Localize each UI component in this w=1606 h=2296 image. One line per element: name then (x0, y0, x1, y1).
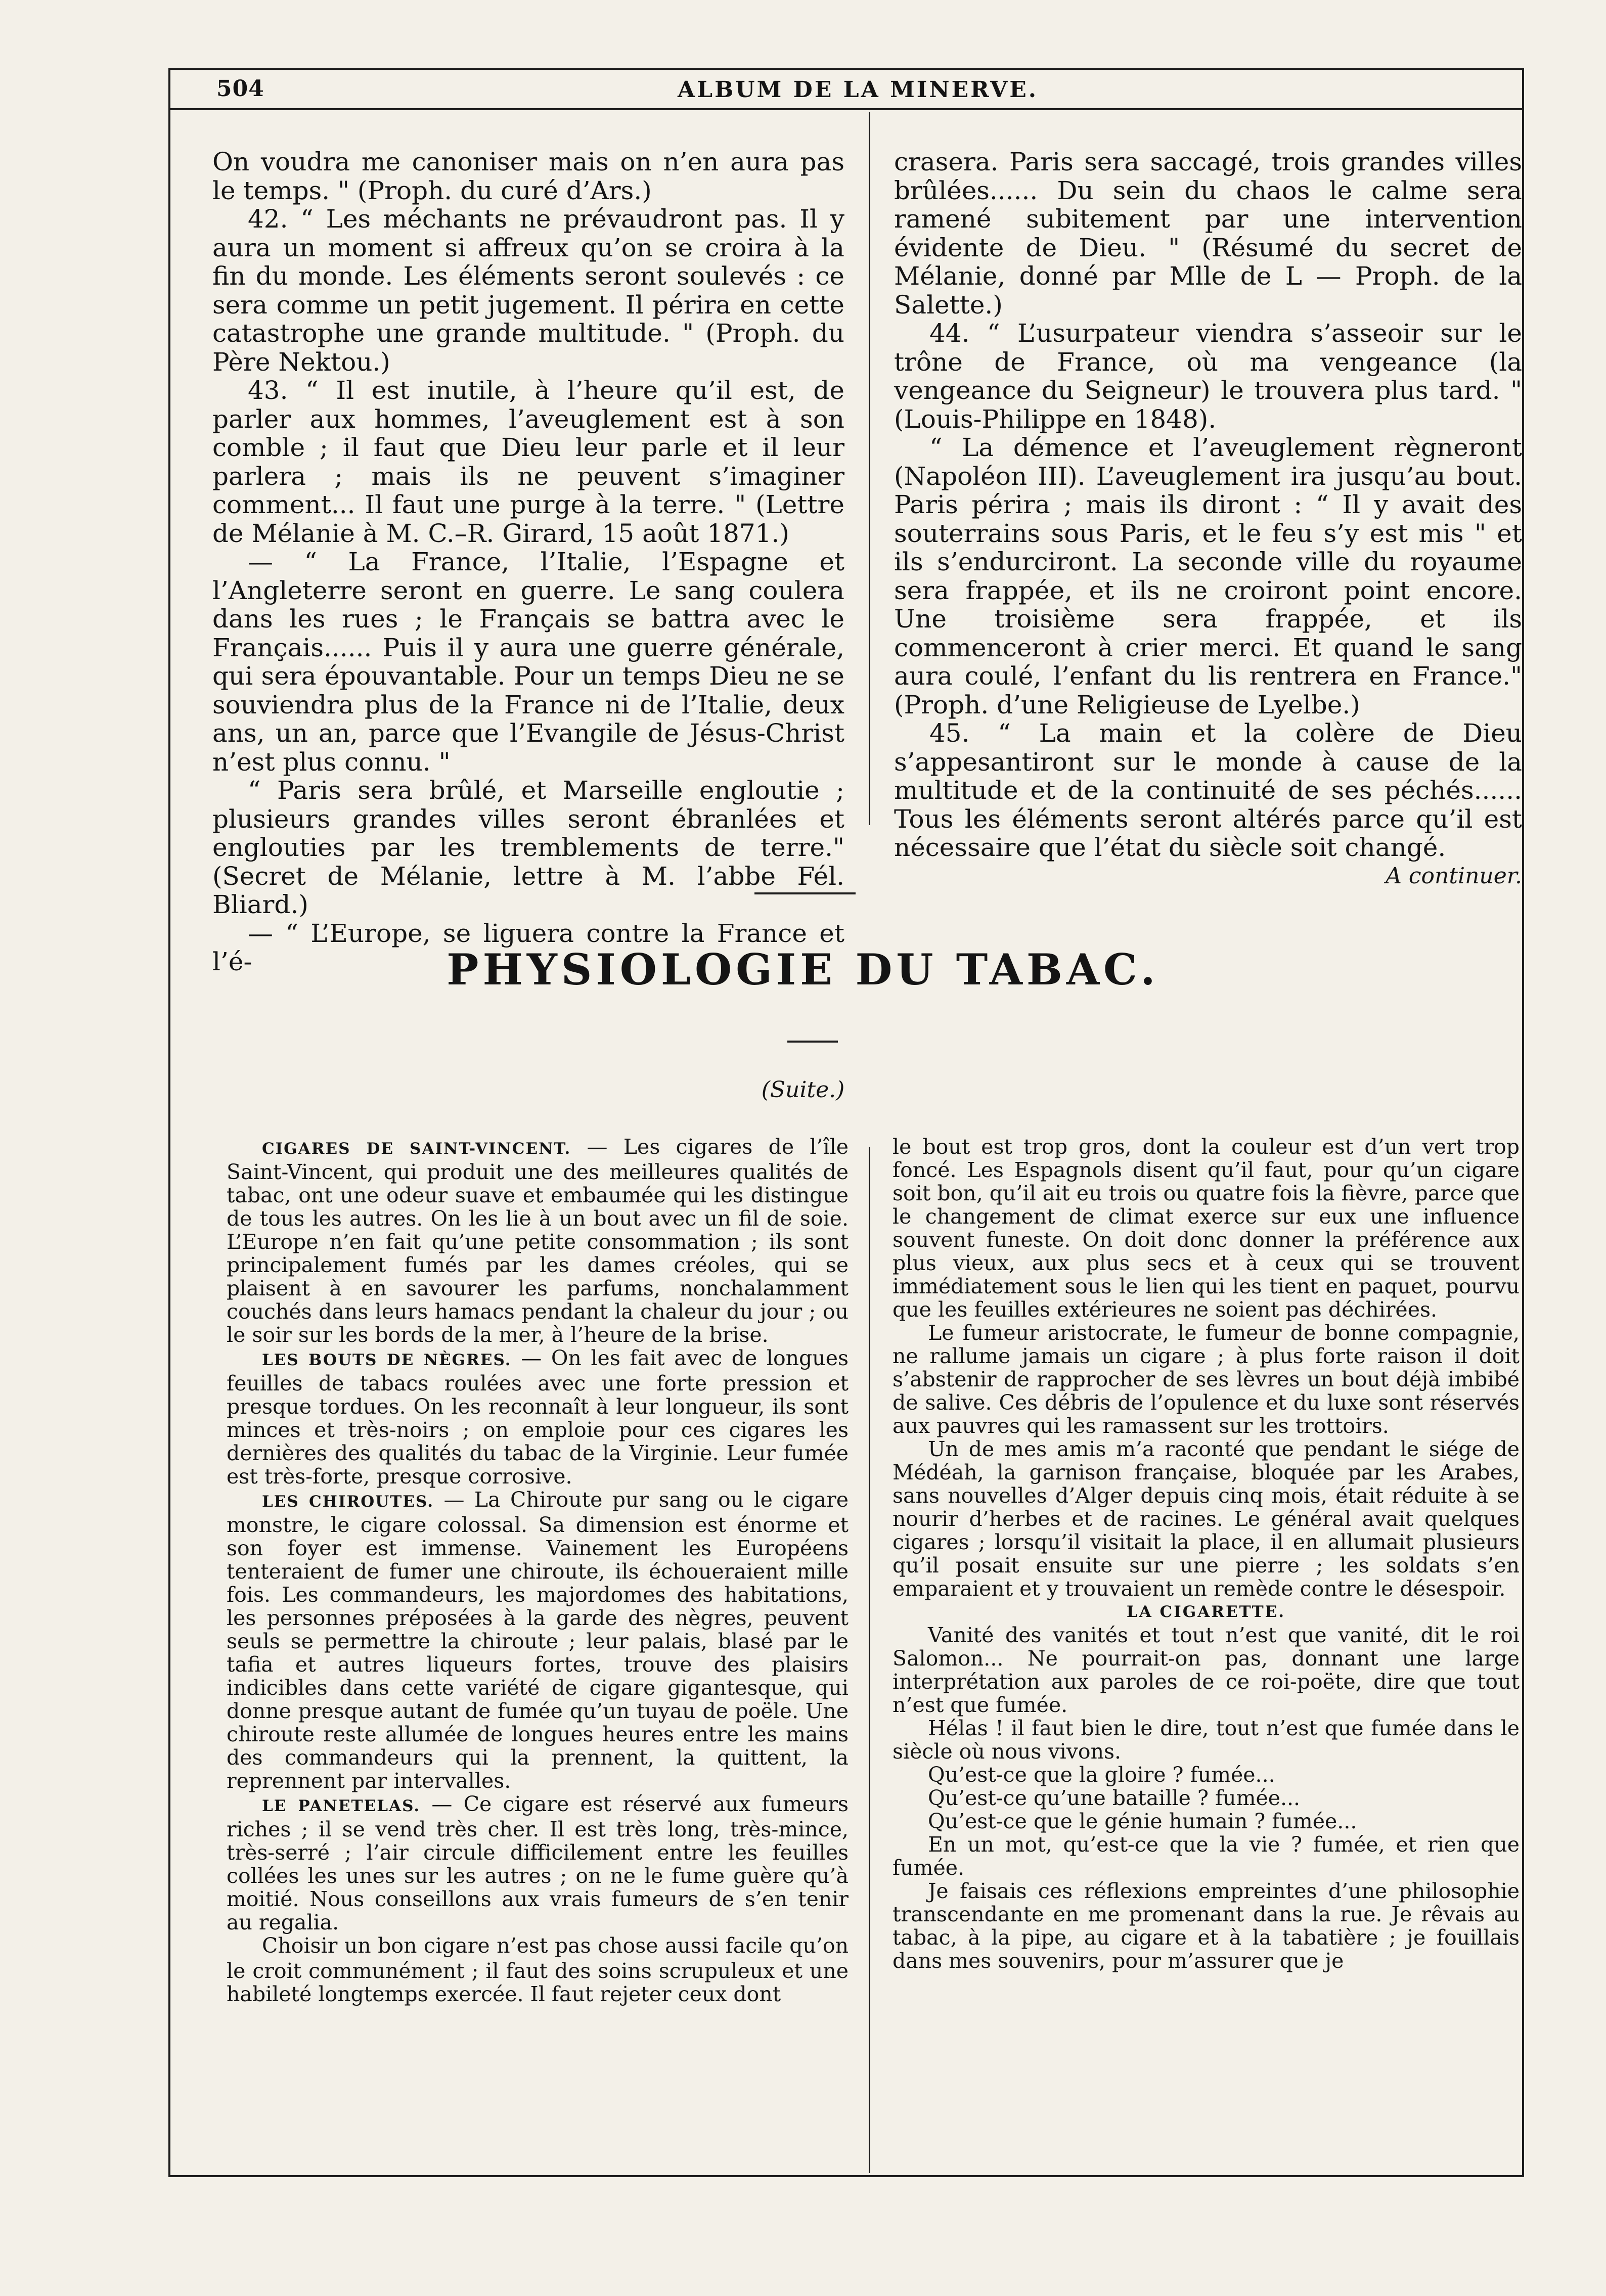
entry-heading: LES CHIROUTES. (262, 1493, 434, 1511)
entry-heading: CIGARES DE SAINT-VINCENT. (262, 1140, 571, 1158)
cigar-entry (227, 1792, 849, 1934)
entry-text: — Les cigares de l’île Saint-Vincent, qui produit une des meilleures qualités de tabac, ont une odeur suave et embaumée qui les distingue de tous les autres. On les lie à un bout avec un fil de soie. L’Europe n’en fait qu’une petite consommation ; ils sont principalement fumés par les dames créoles, qui se plaisent à en savourer les parfums, nonchalamment couchés dans leurs hamacs pendant la chaleur du jour ; ou le soir sur les bords de la mer, à l’heure de la brise. (227, 1135, 849, 1347)
page-number: 504 (216, 76, 264, 102)
entry-text: — Ce cigare est réservé aux fumeurs riches ; il se vend très cher. Il est très long, très-mince, très-serré ; l’air circule difficilement entre les feuilles collées les unes sur les autres ; on ne le fume guère qu’à moitié. Nous conseillons aux vrais fumeurs de s’en tenir au regalia. (227, 1792, 849, 1934)
paragraph: 43. “ Il est inutile, à l’heure qu’il est, de parler aux hommes, l’aveuglement est à son comble ; il faut que Dieu leur parle et il leur parlera ; mais ils ne peuvent s’imaginer comment... Il faut une purge à la terre. " (Lettre de Mélanie à M. C.–R. Girard, 15 août 1871.) (212, 376, 844, 548)
entry-heading: LES BOUTS DE NÈGRES. (262, 1351, 512, 1369)
bottom-rule (168, 2175, 1524, 2177)
outer-frame-left (168, 68, 170, 2177)
paragraph (227, 1934, 849, 2006)
entry-text: Choisir un bon cigare n’est pas chose aussi facile qu’on le croit communément ; il faut des soins scrupuleux et une habileté longtemps exercée. Il faut rejeter ceux dont (227, 1933, 849, 2006)
entry-text: — La Chiroute pur sang ou le cigare monstre, le cigare colossal. Sa dimension est énorme et son foyer est immense. Vainement les Européens tenteraient de fumer une chiroute, ils échoueraient mille fois. Les commandeurs, les majordomes des habitations, les personnes préposées à la garde des nègres, peuvent seuls se permettre la chiroute ; leur palais, blasé par le tafia et autres liqueurs fortes, trouve des plaisirs indicibles dans cette variété de cigare gigantesque, qui donne presque autant de fumée qu’un tuyau de poële. Une chiroute reste allumée de longues heures entre les mains des commandeurs qui la prennent, la quittent, la reprennent par intervalles. (227, 1488, 849, 1793)
entry-heading: LE PANETELAS. (262, 1797, 421, 1815)
article-title: PHYSIOLOGIE DU TABAC. (447, 944, 1159, 995)
paragraph: Le fumeur aristocrate, le fumeur de bonne compagnie, ne rallume jamais un cigare ; à plus forte raison il doit s’abstenir de rapprocher de ses lèvres un bout déjà imbibé de salive. Ces débris de l’opulence et du luxe sont réservés aux pauvres qui les ramassent sur les trottoirs. (893, 1321, 1520, 1438)
paragraph: “ La démence et l’aveuglement règneront (Napoléon III). L’aveuglement ira jusqu’au bout. Paris périra ; mais ils diront : “ Il y avait des souterrains sous Paris, et le feu s’y est mis " et ils s’endurciront. La seconde ville du royaume sera frappée, et ils ne croiront point encore. Une troisième sera frappée, et ils commenceront à crier merci. Et quand le sang aura coulé, l’enfant du lis rentrera en France." (Proph. d’une Religieuse de Lyelbe.) (894, 433, 1522, 719)
paragraph: “ Paris sera brûlé, et Marseille engloutie ; plusieurs grandes villes seront ébranlées et englouties par les tremblements de terre." (Secret de Mélanie, lettre à M. l’abbe Fél. Bliard.) (212, 776, 844, 919)
paragraph: 44. “ L’usurpateur viendra s’asseoir sur le trône de France, où ma vengeance (la vengeance du Seigneur) le trouvera plus tard. " (Louis-Philippe en 1848). (894, 319, 1522, 434)
cigar-entry (227, 1488, 849, 1792)
entry-text: — On les fait avec de longues feuilles de tabacs roulées avec une forte pression et presque tordues. On les reconnaît à leur longueur, ils sont minces et très-noirs ; on emploie pour ces cigares les dernières des qualités du tabac de la Virginie. Leur fumée est très-forte, presque corrosive. (227, 1346, 849, 1489)
paragraph: En un mot, qu’est-ce que la vie ? fumée, et rien que fumée. (893, 1832, 1520, 1880)
top-column-divider (869, 112, 870, 825)
paragraph: Vanité des vanités et tout n’est que vanité, dit le roi Salomon... Ne pourrait-on pas, donnant une large interprétation aux paroles de ce roi-poëte, dire que tout n’est que fumée. (893, 1623, 1520, 1717)
bottom-left-column (227, 1135, 849, 2006)
paragraph: Qu’est-ce qu’une bataille ? fumée... (928, 1786, 1301, 1810)
paragraph: le bout est trop gros, dont la couleur est d’un vert trop foncé. Les Espagnols disent qu’il faut, pour qu’un cigare soit bon, qu’il ait eu trois ou quatre fois la fièvre, parce que le changement de climat exerce sur eux une influence souvent funeste. On doit donc donner la préférence aux plus vieux, aux plus secs et à ceux qui se trouvent immédiatement sous le lien qui les tient en paquet, pourvu que les feuilles extérieures ne soient pas déchirées. (893, 1135, 1520, 1322)
paragraph: crasera. Paris sera saccagé, trois grandes villes brûlées...... Du sein du chaos le calme sera ramené subitement par une intervention évidente de Dieu. " (Résumé du secret de Mélanie, donné par Mlle de L — Proph. de la Salette.) (894, 147, 1522, 320)
outer-frame-top (168, 68, 1524, 70)
top-right-column (894, 148, 1522, 890)
outer-frame-right (1522, 68, 1524, 2177)
bottom-column-divider (869, 1147, 870, 2173)
header-rule (168, 108, 1524, 110)
bottom-right-column (893, 1135, 1520, 1972)
continuation-note: A continuer. (1386, 863, 1522, 889)
article-subtitle: (Suite.) (761, 1077, 845, 1103)
cigar-entry (227, 1346, 849, 1488)
paragraph: Un de mes amis m’a raconté que pendant le siége de Médéah, la garnison française, bloquée par les Arabes, sans nouvelles d’Alger depuis cinq mois, était réduite à se nourir d’herbes et de racines. Le général avait quelques cigares ; lorsqu’il visitait la place, il en allumait plusieurs qu’il posait ensuite sur une pierre ; les soldats s’en emparaient et y trouvaient un remède contre le désespoir. (893, 1437, 1520, 1601)
top-left-column (212, 148, 844, 976)
section-heading: LA CIGARETTE. (1126, 1603, 1286, 1621)
paragraph: 45. “ La main et la colère de Dieu s’appesantiront sur le monde à cause de la multitude et de la continuité de ses péchés...... Tous les éléments seront altérés parce qu’il est nécessaire que l’état du siècle soit changé. (894, 718, 1522, 862)
paragraph: Qu’est-ce que la gloire ? fumée... (928, 1763, 1275, 1787)
paragraph: — “ La France, l’Italie, l’Espagne et l’Angleterre seront en guerre. Le sang coulera dans les rues ; le Français se battra avec le Français...... Puis il y aura une guerre générale, qui sera épouvantable. Pour un temps Dieu ne se souviendra plus de la France ni de l’Italie, deux ans, un an, parce que l’Evangile de Jésus-Christ n’est plus connu. " (212, 547, 844, 777)
title-rule-bottom (787, 1041, 838, 1043)
paragraph: Hélas ! il faut bien le dire, tout n’est que fumée dans le siècle où nous vivons. (893, 1716, 1520, 1764)
paragraph: — “ L’Europe, se liguera contre la France et l’é- (212, 918, 844, 976)
cigar-entry (227, 1135, 849, 1346)
running-title: ALBUM DE LA MINERVE. (678, 77, 1039, 103)
paragraph: Je faisais ces réflexions empreintes d’une philosophie transcendante en me promenant dans la rue. Je rêvais au tabac, à la pipe, au cigare et à la tabatière ; je fouillais dans mes souvenirs, pour m’assurer que je (893, 1879, 1520, 1973)
paragraph: On voudra me canoniser mais on n’en aura pas le temps. " (Proph. du curé d’Ars.) (212, 147, 844, 205)
paragraph: 42. “ Les méchants ne prévaudront pas. Il y aura un moment si affreux qu’on se croira à la fin du monde. Les éléments seront soulevés : ce sera comme un petit jugement. Il périra en cette catastrophe une grande multitude. " (Proph. du Père Nektou.) (212, 204, 844, 377)
paragraph: Qu’est-ce que le génie humain ? fumée... (928, 1809, 1357, 1833)
